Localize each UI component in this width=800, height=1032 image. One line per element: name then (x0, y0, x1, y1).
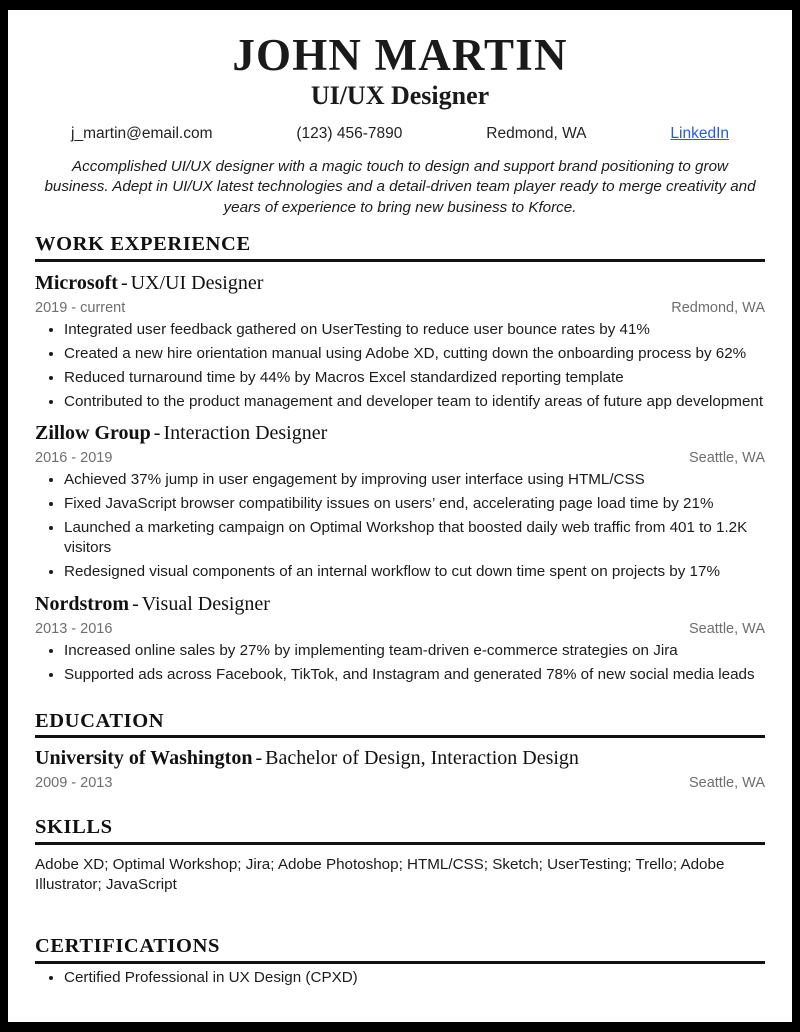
job-header (35, 421, 765, 445)
job-title: Visual Designer (141, 592, 270, 615)
education-school: University of Washington (35, 747, 253, 770)
spacer (35, 685, 765, 695)
job-bullet-list (35, 320, 765, 412)
job-separator: - (132, 592, 139, 615)
section-heading-skills: SKILLS (35, 816, 113, 839)
job-dates: 2013 - 2016 (35, 620, 113, 637)
job-separator: - (120, 271, 128, 294)
contact-location: Redmond, WA (486, 124, 587, 142)
job-company: Zillow Group (35, 422, 151, 445)
job-title: UX/UI Designer (130, 271, 264, 294)
job-meta (35, 450, 765, 466)
job-entry (35, 421, 765, 582)
job-entry (35, 592, 765, 685)
job-separator: - (153, 422, 161, 445)
candidate-name: JOHN MARTIN (232, 30, 568, 80)
list-item: Certified Professional in UX Design (CPXD) (35, 968, 765, 988)
job-entry (35, 271, 765, 412)
professional-summary: Accomplished UI/UX designer with a magic touch to design and support brand positioning to grow business. Adept in UI/UX latest technologies and a detail-driven team player ready to merge creativity and years of experience to bring new business to Kforce. (44, 157, 756, 216)
section-rule-certifications (35, 961, 765, 964)
job-location: Seattle, WA (688, 620, 765, 637)
job-location: Redmond, WA (671, 299, 765, 316)
list-item: Integrated user feedback gathered on UserTesting to reduce user bounce rates by 41% (35, 320, 765, 340)
job-location: Seattle, WA (688, 450, 765, 467)
job-bullet-list (35, 470, 765, 582)
spacer (35, 791, 765, 801)
education-location: Seattle, WA (688, 775, 765, 792)
education-degree: Bachelor of Design, Interaction Design (265, 747, 579, 770)
contact-phone[interactable]: (123) 456-7890 (296, 124, 403, 142)
resume-page (8, 10, 792, 1022)
skills-list: Adobe XD; Optimal Workshop; Jira; Adobe Photoshop; HTML/CSS; Sketch; UserTesting; Trello; Adobe Illustrator; JavaScript (35, 855, 725, 893)
education-entry (35, 746, 765, 791)
job-company: Microsoft (35, 271, 118, 294)
list-item: Increased online sales by 27% by implementing team-driven e-commerce strategies on Jira (35, 641, 765, 661)
section-heading-work-experience: WORK EXPERIENCE (35, 233, 251, 256)
education-separator: - (255, 747, 263, 770)
job-meta (35, 621, 765, 637)
resume-content (8, 10, 792, 988)
certifications-list (35, 968, 765, 988)
job-meta (35, 300, 765, 316)
job-header (35, 592, 765, 616)
list-item: Reduced turnaround time by 44% by Macros Excel standardized reporting template (35, 368, 765, 388)
contact-email[interactable]: j_martin@email.com (71, 124, 213, 142)
job-company: Nordstrom (35, 592, 130, 615)
job-title: Interaction Designer (163, 422, 328, 445)
contact-row (71, 125, 729, 143)
education-dates: 2009 - 2013 (35, 775, 113, 792)
education-meta (35, 775, 765, 791)
job-bullet-list (35, 641, 765, 685)
list-item: Fixed JavaScript browser compatibility issues on users’ end, accelerating page load time by 21% (35, 494, 765, 514)
job-dates: 2019 - current (35, 299, 126, 316)
section-rule-skills (35, 842, 765, 845)
list-item: Contributed to the product management and developer team to identify areas of future app development (35, 392, 765, 412)
section-heading-certifications: CERTIFICATIONS (35, 935, 221, 958)
list-item: Supported ads across Facebook, TikTok, and Instagram and generated 78% of new social media leads (35, 665, 765, 685)
list-item: Created a new hire orientation manual using Adobe XD, cutting down the onboarding process by 62% (35, 344, 765, 364)
list-item: Launched a marketing campaign on Optimal Workshop that boosted daily web traffic from 401 to 1.2K visitors (35, 518, 765, 558)
education-header (35, 746, 765, 770)
job-header (35, 271, 765, 295)
section-heading-education: EDUCATION (35, 709, 165, 732)
job-dates: 2016 - 2019 (35, 450, 113, 467)
section-rule-education (35, 735, 765, 738)
section-rule-work-experience (35, 259, 765, 262)
list-item: Redesigned visual components of an internal workflow to cut down time spent on projects by 17% (35, 562, 765, 582)
spacer (35, 910, 765, 920)
list-item: Achieved 37% jump in user engagement by improving user interface using HTML/CSS (35, 470, 765, 490)
linkedin-link[interactable]: LinkedIn (670, 124, 729, 142)
candidate-role: UI/UX Designer (310, 81, 490, 111)
